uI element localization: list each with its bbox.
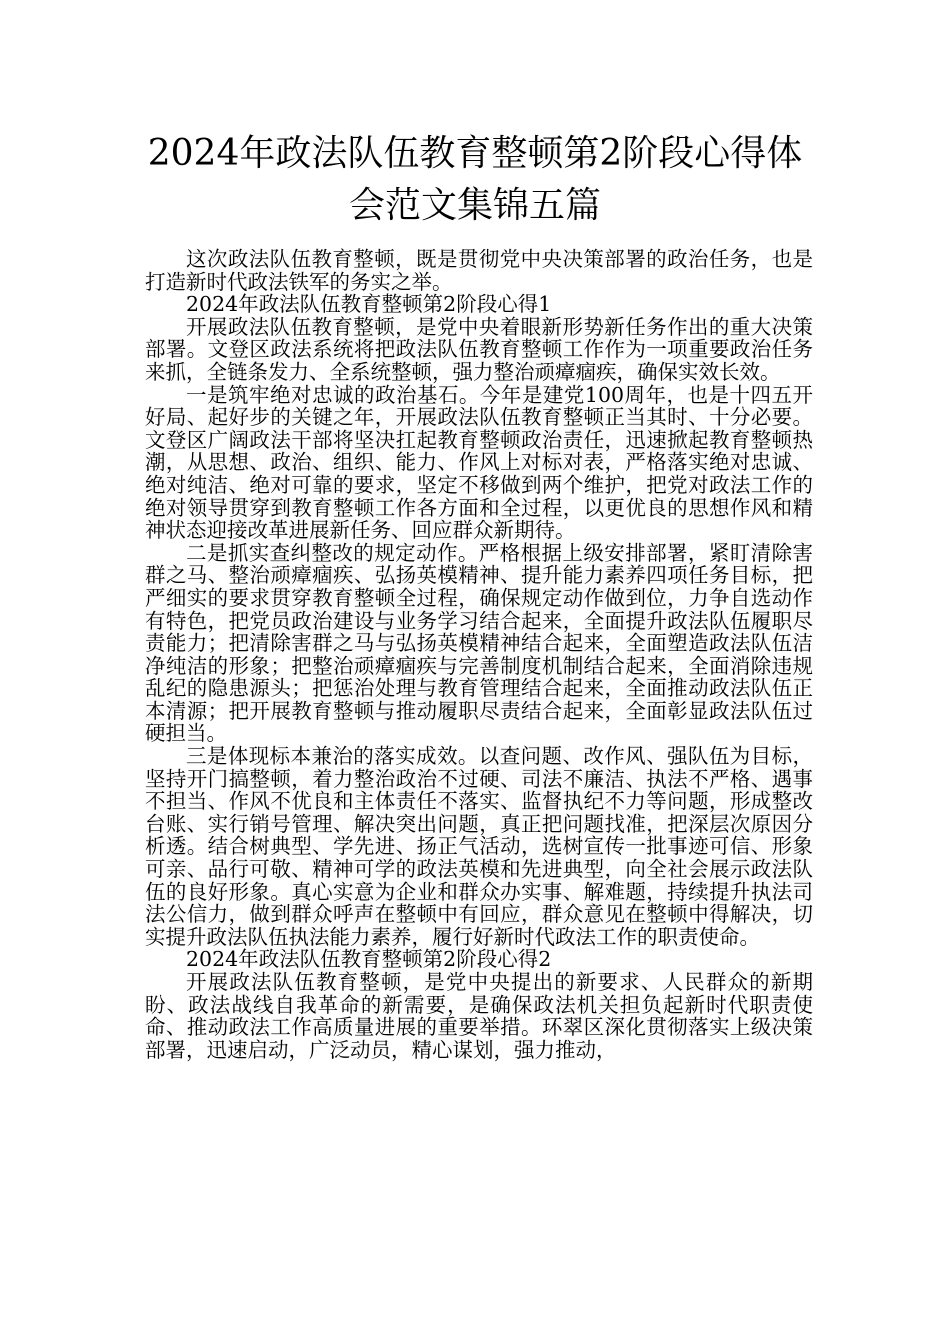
title-line-2: 会范文集锦五篇: [348, 185, 601, 226]
body-paragraph: 开展政法队伍教育整顿，是党中央提出的新要求、人民群众的新期盼、政法战线自我革命的新需要，是确保政法机关担负起新时代职责使命、推动政法工作高质量进展的重要举措。环翠区深化贯彻落实上级决策部署，迅速启动，广泛动员，精心谋划，强力推动，: [145, 970, 813, 1062]
section-heading-2: 2024年政法队伍教育整顿第2阶段心得2: [186, 947, 552, 972]
body-paragraph: 开展政法队伍教育整顿，是党中央着眼新形势新任务作出的重大决策部署。文登区政法系统将把政法队伍教育整顿工作作为一项重要政治任务来抓，全链条发力、全系统整顿，强力整治顽瘴痼疾，确保实效长效。: [145, 314, 813, 384]
title-line-1: 2024年政法队伍教育整顿第2阶段心得体: [147, 133, 803, 174]
intro-paragraph: 这次政法队伍教育整顿，既是贯彻党中央决策部署的政治任务，也是打造新时代政法铁军的务实之举。: [145, 247, 813, 294]
body-paragraph: 二是抓实查纠整改的规定动作。严格根据上级安排部署，紧盯清除害群之马、整治顽瘴痼疾、弘扬英模精神、提升能力素养四项任务目标，把严细实的要求贯穿教育整顿全过程，确保规定动作做到位，力争自选动作有特色，把党员政治建设与业务学习结合起来，全面提升政法队伍履职尽责能力；把清除害群之马与弘扬英模精神结合起来，全面塑造政法队伍洁净纯洁的形象；把整治顽瘴痼疾与完善制度机制结合起来，全面消除违规乱纪的隐患源头；把惩治处理与教育管理结合起来，全面推动政法队伍正本清源；把开展教育整顿与推动履职尽责结合起来，全面彰显政法队伍过硬担当。: [145, 540, 813, 746]
body-paragraph: 一是筑牢绝对忠诚的政治基石。今年是建党100周年，也是十四五开好局、起好步的关键之年，开展政法队伍教育整顿正当其时、十分必要。文登区广阔政法干部将坚决扛起教育整顿政治责任，迅速掀起教育整顿热潮，从思想、政治、组织、能力、作风上对标对表，严格落实绝对忠诚、绝对纯洁、绝对可靠的要求，坚定不移做到两个维护，把党对政法工作的绝对领导贯穿到教育整顿工作各方面和全过程，以更优良的思想作风和精神状态迎接改革进展新任务、回应群众新期待。: [145, 382, 813, 543]
body-paragraph: 三是体现标本兼治的落实成效。以查问题、改作风、强队伍为目标，坚持开门搞整顿，着力整治政治不过硬、司法不廉洁、执法不严格、遇事不担当、作风不优良和主体责任不落实、监督执纪不力等问题，形成整改台账、实行销号管理、解决突出问题，真正把问题找准，把深层次原因分析透。结合树典型、学先进、扬正气活动，选树宣传一批事迹可信、形象可亲、品行可敬、精神可学的政法英模和先进典型，向全社会展示政法队伍的良好形象。真心实意为企业和群众办实事、解难题，持续提升执法司法公信力，做到群众呼声在整顿中有回应，群众意见在整顿中得解决，切实提升政法队伍执法能力素养，履行好新时代政法工作的职责使命。: [145, 744, 813, 949]
document-title: [120, 128, 830, 232]
section-heading-1: 2024年政法队伍教育整顿第2阶段心得1: [186, 292, 552, 317]
document-body: [145, 248, 813, 1061]
